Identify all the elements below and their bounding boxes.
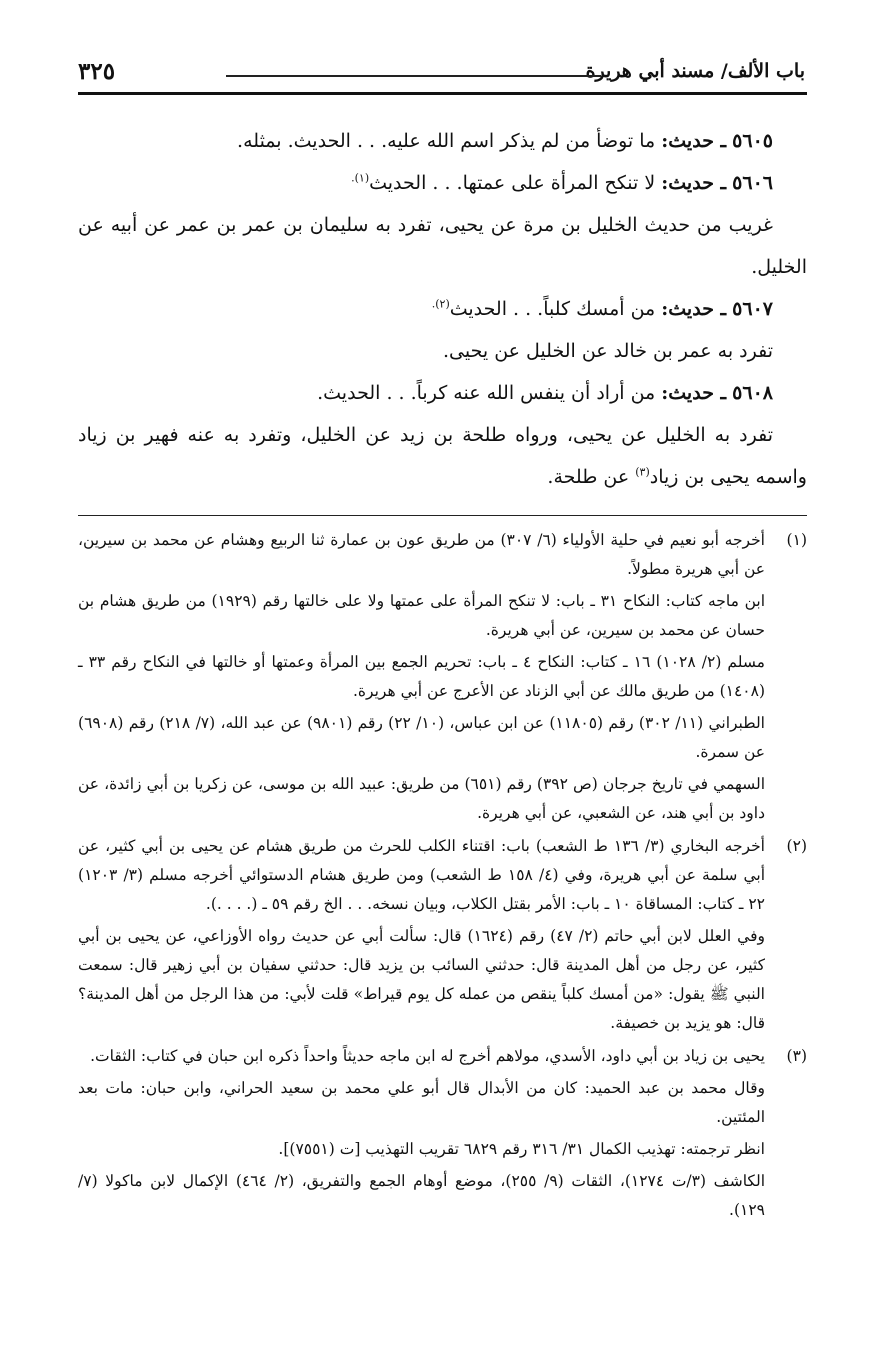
hadith-text: لا تنكح المرأة على عمتها. . . الحديث xyxy=(369,172,656,194)
commentary-text: تفرد به الخليل عن يحيى، ورواه طلحة بن زيد عن الخليل، وتفرد به عنه فهير بن زياد واسمه يحيى بن زياد xyxy=(78,424,807,488)
footnote xyxy=(78,1042,807,1225)
hadith-text: من أراد أن ينفس الله عنه كرباً. . . الحديث. xyxy=(317,382,656,404)
footnote-ref: (٣) xyxy=(635,465,650,479)
footnote xyxy=(78,526,807,828)
footnote-paragraph: مسلم (٢/ ١٠٢٨) ١٦ ـ كتاب: النكاح ٤ ـ باب: تحريم الجمع بين المرأة وعمتها أو خالتها في النكاح رقم ٣٣ ـ (١٤٠٨) من طريق مالك عن أبي الزناد عن الأعرج عن أبي هريرة. xyxy=(78,653,765,700)
footnote-number: (١) xyxy=(786,531,807,549)
footnote-divider xyxy=(78,515,807,516)
hadith-entry xyxy=(78,120,807,162)
hadith-label: ـ حديث: xyxy=(661,298,727,320)
chapter-title: باب الألف/ مسند أبي هريرة xyxy=(585,60,805,82)
footnote-paragraph: أخرجه البخاري (٣/ ١٣٦ ط الشعب) باب: اقتناء الكلب للحرث من طريق هشام عن يحيى بن أبي كثير، عن أبي سلمة عن أبي هريرة، وفي (٤/ ١٥٨ ط الشعب) ومن طريق هشام الدستوائي أخرجه مسلم (٣/ ١٢٠٣) ٢٢ ـ كتاب: المساقاة ١٠ ـ باب: الأمر بقتل الكلاب، وبيان نسخه. . . الخ رقم ٥٩ ـ (. . . .). xyxy=(78,837,766,913)
header-leader-line xyxy=(226,75,601,77)
commentary-paragraph: تفرد به عمر بن خالد عن الخليل عن يحيى. xyxy=(443,340,773,362)
hadith-number: ٥٦٠٥ xyxy=(732,130,773,152)
footnote-paragraph: السهمي في تاريخ جرجان (ص ٣٩٢) رقم (٦٥١) من طريق: عبيد الله بن موسى، عن زكريا بن أبي زائدة، عن داود بن أبي هند، عن الشعبي، عن أبي هريرة. xyxy=(78,775,766,822)
commentary-paragraph xyxy=(78,414,807,498)
hadith-number: ٥٦٠٧ xyxy=(732,298,773,320)
footnote-paragraph: وفي العلل لابن أبي حاتم (٢/ ٤٧) رقم (١٦٢٤) قال: سألت أبي عن حديث رواه الأوزاعي، عن يحيى بن أبي كثير، عن رجل من أهل المدينة قال: حدثني السائب بن يزيد قال: حدثني سفيان بن أبي زهير قال: سمعت النبي ﷺ يقول: «من أمسك كلباً ينقص من عمله كل يوم قيراط» قلت لأبي: من هذا الرجل من أهل المدينة؟ قال: هو يزيد بن خصيفة. xyxy=(78,927,765,1032)
footnote-paragraph: انظر ترجمته: تهذيب الكمال ٣١/ ٣١٦ رقم ٦٨٢٩ تقريب التهذيب [ت (٧٥٥١)]. xyxy=(278,1140,765,1158)
footnote-paragraph: الكاشف (٣/ت ١٢٧٤)، الثقات (٩/ ٢٥٥)، موضع أوهام الجمع والتفريق، (٢/ ٤٦٤) الإكمال لابن ماكولا (٧/ ١٢٩). xyxy=(78,1172,766,1219)
hadith-number: ٥٦٠٨ xyxy=(732,382,773,404)
footnote-number: (٢) xyxy=(786,837,807,855)
footnote-ref: (٢). xyxy=(431,297,450,311)
footnote-paragraph: وقال محمد بن عبد الحميد: كان من الأبدال قال أبو علي محمد بن سعيد الحراني، وابن حبان: مات بعد المئتين. xyxy=(78,1079,765,1126)
hadith-entry xyxy=(78,288,807,330)
hadith-label: ـ حديث: xyxy=(661,130,727,152)
footnotes xyxy=(78,526,807,1229)
footnote-paragraph: ابن ماجه كتاب: النكاح ٣١ ـ باب: لا تنكح المرأة على عمتها ولا على خالتها رقم (١٩٢٩) من طريق هشام بن حسان عن محمد بن سيرين، عن أبي هريرة. xyxy=(78,592,765,639)
header-divider xyxy=(78,92,807,95)
footnote-number: (٣) xyxy=(786,1047,807,1065)
hadith-entry xyxy=(78,162,807,204)
hadith-entry xyxy=(78,372,807,414)
commentary-paragraph: غريب من حديث الخليل بن مرة عن يحيى، تفرد به سليمان بن عمر بن عمر عن أبيه عن الخليل. xyxy=(78,214,807,278)
footnote-paragraph: أخرجه أبو نعيم في حلية الأولياء (٦/ ٣٠٧) من طريق عون بن عمارة ثنا الربيع وهشام عن محمد بن سيرين، عن أبي هريرة مطولاً. xyxy=(78,531,765,578)
hadith-text: ما توضأ من لم يذكر اسم الله عليه. . . الحديث. بمثله. xyxy=(237,130,656,152)
footnote-paragraph: يحيى بن زياد بن أبي داود، الأسدي، مولاهم أخرج له ابن ماجه حديثاً واحداً ذكره ابن حبان في كتاب: الثقات. xyxy=(90,1047,765,1065)
footnote xyxy=(78,832,807,1038)
hadith-number: ٥٦٠٦ xyxy=(732,172,773,194)
running-header xyxy=(78,52,805,92)
hadith-label: ـ حديث: xyxy=(661,172,727,194)
footnote-ref: (١). xyxy=(351,171,370,185)
hadith-text: من أمسك كلباً. . . الحديث xyxy=(449,298,656,320)
main-text xyxy=(78,120,807,498)
page-number: ٣٢٥ xyxy=(78,58,116,85)
footnote-paragraph: الطبراني (١١/ ٣٠٢) رقم (١١٨٠٥) عن ابن عباس، (١٠/ ٢٢) رقم (٩٨٠١) عن عبد الله، (٧/ ٢١٨) رقم (٦٩٠٨) عن سمرة. xyxy=(78,714,765,761)
commentary-tail: عن طلحة. xyxy=(547,466,630,488)
hadith-label: ـ حديث: xyxy=(661,382,727,404)
